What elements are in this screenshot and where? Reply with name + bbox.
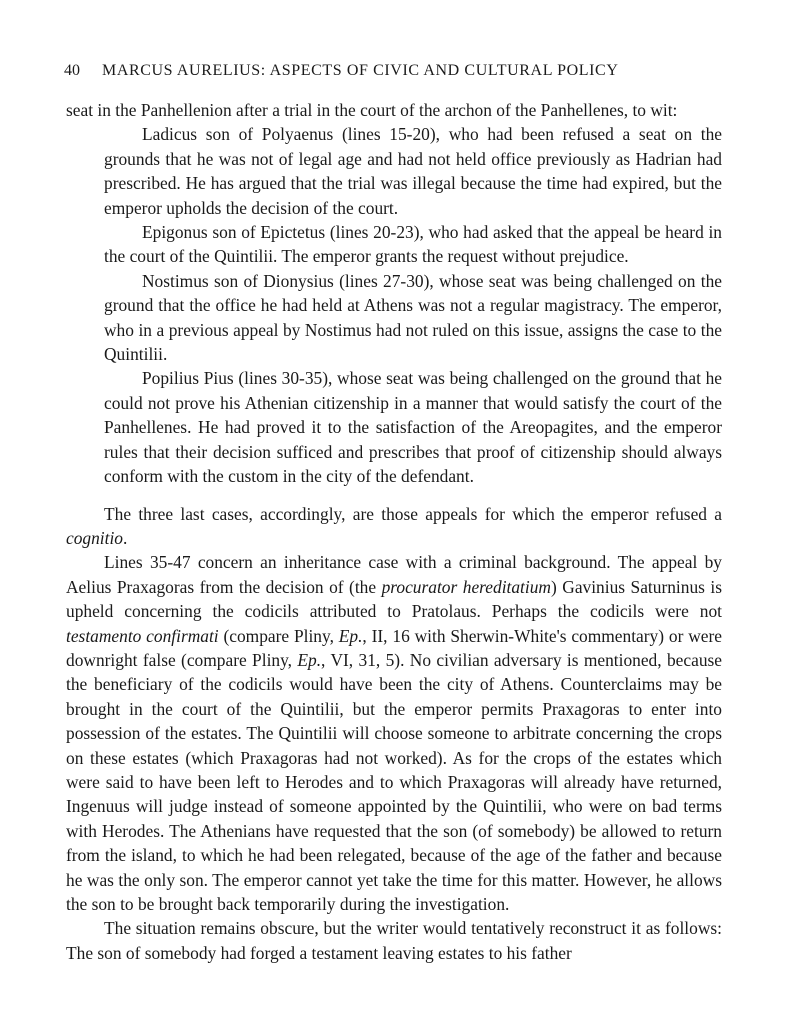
intro-paragraph: seat in the Panhellenion after a trial in the court of the archon of the Panhellenes, to wit: [66,100,678,120]
appeal-case-list [104,122,722,488]
page-body [66,98,722,965]
running-header [64,62,724,80]
italic-term: Ep. [338,625,363,646]
paragraph-lines-35-47: Lines 35-47 concern an inheritance case with a criminal background. The appeal by Aelius Praxagoras from the decision of (the procurator hereditatium) Gavinius Saturninus is upheld concerning the codicils attributed to Pratolaus. Perhaps the codicils were not testamento confirmati (compare Pliny, Ep., II, 16 with Sherwin-White's commentary) or were downright false (compare Pliny, Ep., VI, 31, 5). No civilian adversary is mentioned, because the beneficiary of the codicils would have been the city of Athens. Counterclaims may be brought in the court of the Quintilii, but the emperor permits Praxagoras to enter into possession of the estates. The Quintilii will choose someone to arbitrate concerning the crops on these estates (which Praxagoras had not worked). As for the crops of the estates which were said to have been left to Herodes and to which Praxagoras will already have returned, Ingenuus will judge instead of someone appointed by the Quintilii, who were on bad terms with Herodes. The Athenians have requested that the son (of somebody) be allowed to return from the island, to which he had been relegated, because of the age of the father and because he was the only son. The emperor cannot yet take the time for this matter. However, he allows the son to be brought back temporarily during the investigation. [66,552,723,914]
italic-term: Ep. [297,649,322,670]
page-number: 40 [64,62,80,79]
case-epigonus: Epigonus son of Epictetus (lines 20-23), who had asked that the appeal be heard in the court of the Quintilii. The emperor grants the request without prejudice. [104,222,722,267]
italic-term: testamento confirmati [66,625,219,646]
case-ladicus: Ladicus son of Polyaenus (lines 15-20), who had been refused a seat on the grounds that he was not of legal age and had not held office previously as Hadrian had prescribed. He has argued that the trial was illegal because the time had expired, but the emperor upholds the decision of the court. [104,124,722,218]
case-popilius-pius: Popilius Pius (lines 30-35), whose seat was being challenged on the ground that he could not prove his Athenian citizenship in a manner that would satisfy the court of the Panhellenes. He had proved it to the satisfaction of the Areopagites, and the emperor rules that their decision sufficed and prescribes that proof of citizenship should always conform with the custom in the city of the defendant. [104,368,722,487]
case-nostimus: Nostimus son of Dionysius (lines 27-30), whose seat was being challenged on the ground that the office he had held at Athens was not a regular magistracy. The emperor, who in a previous appeal by Nostimus had not ruled on this issue, assigns the case to the Quintilii. [104,270,722,365]
italic-term: procurator hereditatium [381,576,551,597]
italic-term: cognitio [66,527,123,548]
paragraph-situation: The situation remains obscure, but the writer would tentatively reconstruct it as follows: The son of somebody had forged a testament leaving estates to his father [66,918,722,963]
running-title: MARCUS AURELIUS: ASPECTS OF CIVIC AND CULTURAL POLICY [102,62,619,79]
paragraph-three-cases: The three last cases, accordingly, are those appeals for which the emperor refused a cognitio. [66,503,722,548]
